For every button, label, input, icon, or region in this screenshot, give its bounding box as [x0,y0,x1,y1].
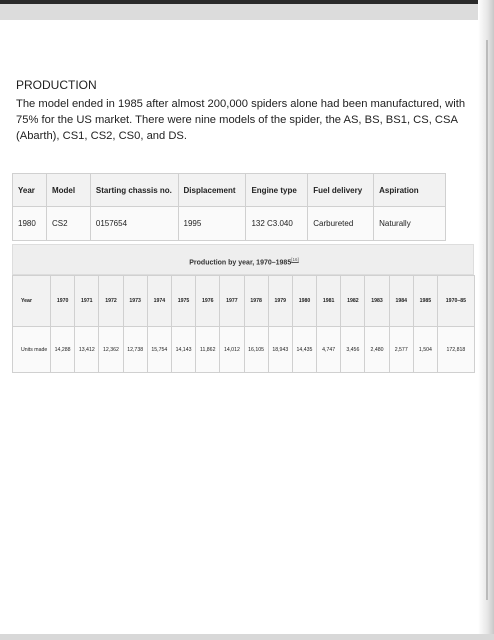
units-cell: 1,504 [413,327,437,373]
units-cell: 14,143 [171,327,195,373]
specs-cell: 1995 [178,207,246,241]
year-cell: 1981 [317,276,341,327]
production-table [12,275,475,373]
year-cell: 1974 [147,276,171,327]
specs-header-cell: Model [46,174,90,207]
specs-header-cell: Fuel delivery [308,174,374,207]
units-cell: 172,818 [438,327,475,373]
intro-paragraph: The model ended in 1985 after almost 200,000 spiders alone had been manufactured, with 75% for the US market. There were nine models of the spider, the AS, BS, BS1, CS, CSA (Abarth), CS1, CS2, CS0, and DS. [16,98,466,142]
production-units-row [13,327,475,373]
year-cell: 1982 [341,276,365,327]
specs-table [12,173,446,241]
units-cell: 15,754 [147,327,171,373]
year-cell: 1978 [244,276,268,327]
year-cell: 1972 [99,276,123,327]
units-cell: 12,738 [123,327,147,373]
specs-header-cell: Year [13,174,47,207]
units-row-label: Units made [13,327,51,373]
specs-cell: 1980 [13,207,47,241]
year-cell: 1985 [413,276,437,327]
production-caption-bar [12,244,474,275]
units-cell: 2,577 [389,327,413,373]
citation-link[interactable]: [16] [291,257,299,262]
year-cell: 1976 [196,276,220,327]
units-cell: 12,362 [99,327,123,373]
units-cell: 2,480 [365,327,389,373]
specs-header-cell: Aspiration [374,174,446,207]
specs-cell: 132 C3.040 [246,207,308,241]
year-cell: 1977 [220,276,244,327]
specs-cell: Carbureted [308,207,374,241]
section-heading: PRODUCTION [16,78,97,92]
units-cell: 11,862 [196,327,220,373]
units-cell: 14,012 [220,327,244,373]
specs-cell: Naturally [374,207,446,241]
year-cell: 1975 [171,276,195,327]
units-cell: 14,435 [292,327,316,373]
units-cell: 16,105 [244,327,268,373]
year-cell: 1979 [268,276,292,327]
production-caption [13,257,475,266]
units-cell: 18,943 [268,327,292,373]
specs-header-cell: Engine type [246,174,308,207]
units-cell: 13,412 [75,327,99,373]
scan-top-edge [0,0,494,4]
specs-cell: CS2 [46,207,90,241]
specs-data-row [13,207,446,241]
year-cell: 1984 [389,276,413,327]
production-year-row [13,276,475,327]
units-cell: 3,456 [341,327,365,373]
production-caption-text: Production by year, 1970–1985 [189,259,292,267]
year-cell: 1971 [75,276,99,327]
year-cell: 1983 [365,276,389,327]
year-cell: 1973 [123,276,147,327]
specs-header-cell: Displacement [178,174,246,207]
year-cell: 1970–85 [438,276,475,327]
units-cell: 4,747 [317,327,341,373]
units-cell: 14,288 [51,327,75,373]
scan-right-mark [486,40,488,600]
year-cell: 1970 [51,276,75,327]
year-row-label: Year [13,276,51,327]
scan-bottom-band [0,634,494,640]
specs-header-cell: Starting chassis no. [90,174,178,207]
year-cell: 1980 [292,276,316,327]
specs-header-row [13,174,446,207]
specs-cell: 0157654 [90,207,178,241]
